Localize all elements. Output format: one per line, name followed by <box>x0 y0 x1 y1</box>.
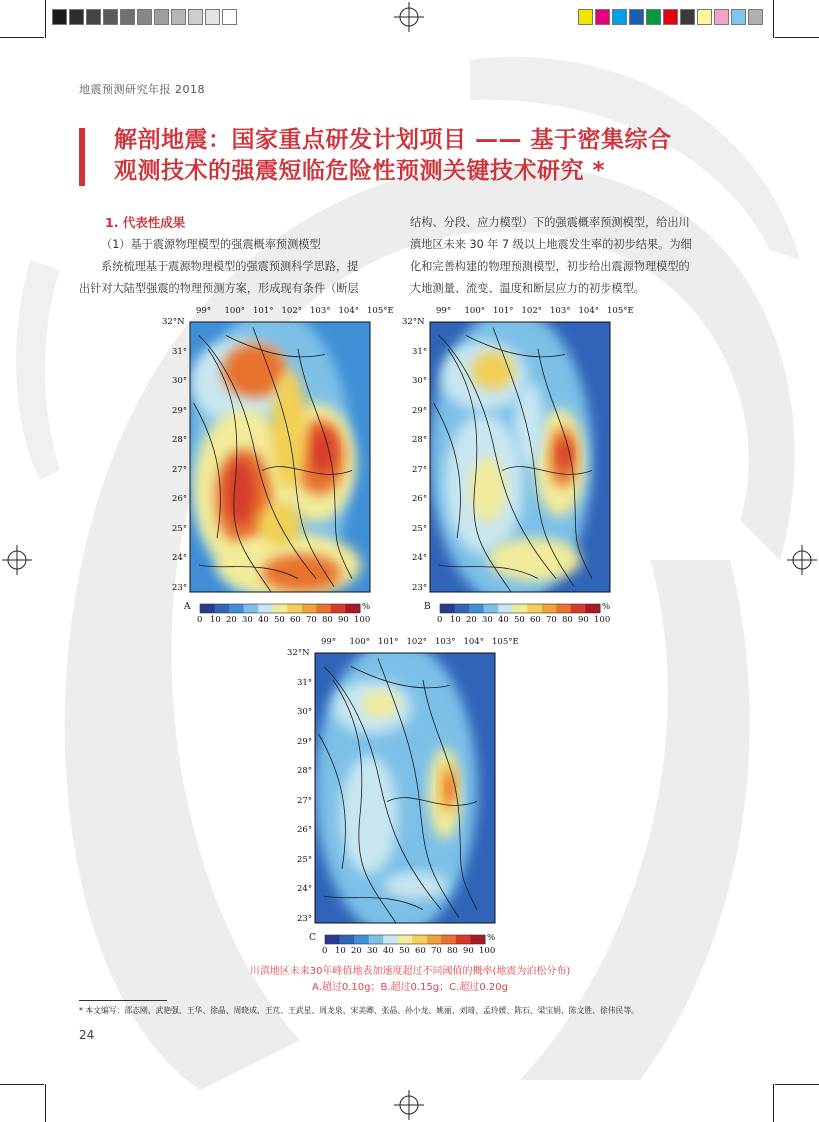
colorbar-tick-label: 20 <box>226 615 237 625</box>
hazard-map-svg <box>160 303 380 628</box>
panel-label: A <box>184 602 191 612</box>
latitude-label: 23° <box>412 582 428 593</box>
latitude-label: 27° <box>412 464 428 475</box>
hazard-hotspot <box>515 381 544 467</box>
longitude-label: 103° <box>550 306 571 316</box>
colorbar-tick-label: 10 <box>450 615 461 625</box>
colorbar-unit: % <box>362 602 371 612</box>
hazard-map-svg <box>400 303 620 628</box>
latitude-label: 24° <box>297 884 313 894</box>
colorbar-segment <box>412 935 427 944</box>
crop-mark <box>775 37 819 38</box>
latitude-label: 31° <box>412 346 428 357</box>
colorbar-tick-label: 20 <box>351 946 362 956</box>
longitude-label: 101° <box>493 306 514 316</box>
paragraph-line: 大地测量、流变、温度和断层应力的初步模型。 <box>410 282 645 295</box>
hazard-hotspot <box>226 460 255 525</box>
longitude-label: 101° <box>253 306 274 316</box>
colorbar-segment <box>340 935 355 944</box>
article-title <box>114 125 744 187</box>
color-swatch <box>748 9 763 25</box>
latitude-label: 24° <box>172 553 188 563</box>
author-footnote: * 本文编写：邵志刚、武艳强、王华、徐晶、周晓成、王芃、王武星、周龙泉、宋美卿、张晶、孙小龙、姚丽、刘琦、孟玲媛、陈石、梁宝娟、陈文胜、徐伟民等。 <box>79 1006 639 1015</box>
color-swatch <box>731 9 746 25</box>
longitude-label: 103° <box>310 306 331 316</box>
running-header: 地震预测研究年报 2018 <box>79 83 205 96</box>
registration-mark-left <box>2 545 32 575</box>
colorbar-tick-label: 50 <box>399 946 410 956</box>
colorbar-tick-label: 40 <box>258 615 269 625</box>
longitude-label: 102° <box>521 306 542 316</box>
colorbar-segment <box>200 604 215 613</box>
color-swatch <box>714 9 729 25</box>
colorbar-unit: % <box>487 933 496 943</box>
color-swatch <box>646 9 661 25</box>
colorbar-segment <box>585 604 600 613</box>
gray-swatch <box>171 9 186 25</box>
colorbar-tick-label: 90 <box>338 615 349 625</box>
colorbar-tick-label: 80 <box>322 615 333 625</box>
color-swatch <box>697 9 712 25</box>
latitude-label: 28° <box>172 435 188 445</box>
longitude-label: 99° <box>196 306 212 316</box>
latitude-label: 30° <box>297 707 313 717</box>
colorbar-segment <box>427 935 442 944</box>
latitude-label: 27° <box>172 464 188 475</box>
crop-mark <box>45 0 46 38</box>
paragraph-line: 系统梳理基于震源物理模型的强震预测科学思路，提 <box>101 260 359 273</box>
hazard-hotspot <box>488 538 582 581</box>
colorbar-tick-label: 80 <box>447 946 458 956</box>
gray-swatch <box>137 9 152 25</box>
colorbar-segment <box>345 604 360 613</box>
longitude-label: 99° <box>321 637 337 647</box>
colorbar-unit: % <box>602 602 611 612</box>
gray-swatch <box>120 9 135 25</box>
latitude-label: 26° <box>412 494 428 504</box>
latitude-label: 25° <box>172 523 188 534</box>
colorbar-tick-label: 50 <box>274 615 285 625</box>
colorbar-segment <box>287 604 302 613</box>
latitude-label: 32°N <box>287 648 310 658</box>
colorbar-segment <box>398 935 413 944</box>
colorbar-tick-label: 30 <box>482 615 493 625</box>
gray-swatch <box>69 9 84 25</box>
latitude-label: 30° <box>172 376 188 386</box>
colorbar-tick-label: 90 <box>578 615 589 625</box>
colorbar-tick-label: 0 <box>197 615 203 625</box>
registration-mark-right <box>787 545 817 575</box>
colorbar-segment <box>470 935 485 944</box>
colorbar-segment <box>527 604 542 613</box>
colorbar-tick-label: 20 <box>466 615 477 625</box>
latitude-label: 30° <box>412 376 428 386</box>
colorbar-segment <box>498 604 513 613</box>
colorbar-segment <box>354 935 369 944</box>
longitude-label: 99° <box>436 306 452 316</box>
color-swatch <box>629 9 644 25</box>
crop-mark <box>45 1084 46 1122</box>
hazard-map-panel-b <box>400 303 634 628</box>
colorbar-tick-label: 30 <box>367 946 378 956</box>
latitude-label: 25° <box>297 854 313 865</box>
colorbar-segment <box>556 604 571 613</box>
colorbar-tick-label: 40 <box>498 615 509 625</box>
crop-mark <box>0 1084 44 1085</box>
registration-mark-top <box>394 2 424 32</box>
latitude-label: 27° <box>297 795 313 806</box>
longitude-label: 105°E <box>607 306 634 316</box>
color-swatch <box>680 9 695 25</box>
caption-line-2: A.超过0.10g；B.超过0.15g；C.超过0.20g <box>312 982 508 993</box>
latitude-label: 23° <box>172 582 188 593</box>
right-text-column <box>410 212 730 300</box>
colorbar-segment <box>469 604 484 613</box>
hazard-map-panel-a <box>160 303 394 628</box>
hazard-map-svg <box>285 634 505 959</box>
title-accent-bar <box>79 128 85 186</box>
crop-mark <box>775 1084 819 1085</box>
longitude-label: 102° <box>281 306 302 316</box>
longitude-label: 100° <box>464 306 485 316</box>
colorbar-tick-label: 10 <box>335 946 346 956</box>
latitude-label: 29° <box>172 405 188 416</box>
paragraph-line: 化和完善构建的物理预测模型，初步给出震源物理模型的 <box>410 260 690 273</box>
gray-swatch <box>188 9 203 25</box>
gray-swatch <box>205 9 220 25</box>
latitude-label: 26° <box>172 494 188 504</box>
gray-swatch <box>86 9 101 25</box>
colorbar-tick-label: 0 <box>322 946 328 956</box>
colorbar-segment <box>369 935 384 944</box>
colorbar-tick-label: 10 <box>210 615 221 625</box>
crop-mark <box>773 1084 774 1122</box>
latitude-label: 28° <box>412 435 428 445</box>
longitude-label: 104° <box>578 306 599 316</box>
gray-swatch <box>222 9 237 25</box>
colorbar-segment <box>331 604 346 613</box>
hazard-hotspot <box>470 457 506 522</box>
color-swatch <box>612 9 627 25</box>
colorbar-tick-label: 100 <box>594 615 611 625</box>
footnote-rule <box>79 1000 167 1001</box>
latitude-label: 29° <box>297 736 313 747</box>
hazard-map-panel-c <box>285 634 519 959</box>
longitude-label: 105°E <box>492 637 519 647</box>
paragraph-line: 滇地区未来 30 年 7 级以上地震发生率的初步结果。为细 <box>410 238 692 251</box>
hazard-hotspot <box>271 371 307 490</box>
colorbar-segment <box>440 604 455 613</box>
title-line-1: 解剖地震：国家重点研发计划项目 —— 基于密集综合 <box>114 127 672 153</box>
latitude-label: 31° <box>172 346 188 357</box>
colorbar-tick-label: 70 <box>431 946 442 956</box>
latitude-label: 23° <box>297 913 313 924</box>
colorbar-tick-label: 50 <box>514 615 525 625</box>
longitude-label: 104° <box>463 637 484 647</box>
colorbar-segment <box>455 604 470 613</box>
latitude-label: 32°N <box>402 317 425 327</box>
registration-mark-bottom <box>394 1090 424 1120</box>
latitude-label: 32°N <box>162 317 185 327</box>
colorbar-tick-label: 90 <box>463 946 474 956</box>
colorbar-segment <box>383 935 398 944</box>
latitude-label: 24° <box>412 553 428 563</box>
gray-swatch <box>154 9 169 25</box>
longitude-label: 102° <box>406 637 427 647</box>
gray-swatch <box>52 9 67 25</box>
colorbar-segment <box>302 604 317 613</box>
panel-label: C <box>309 933 316 943</box>
colorbar-segment <box>513 604 528 613</box>
colorbar-segment <box>542 604 557 613</box>
colorbar-tick-label: 80 <box>562 615 573 625</box>
colorbar-segment <box>571 604 586 613</box>
colorbar-tick-label: 30 <box>242 615 253 625</box>
paragraph-line: 结构、分段、应力模型）下的强震概率预测模型，给出川 <box>410 216 690 229</box>
colorbar-tick-label: 70 <box>546 615 557 625</box>
colorbar-segment <box>441 935 456 944</box>
section-heading: 1. 代表性成果 <box>105 215 186 230</box>
latitude-label: 28° <box>297 766 313 776</box>
colorbar-tick-label: 100 <box>354 615 371 625</box>
colorbar-tick-label: 60 <box>415 946 426 956</box>
longitude-label: 103° <box>435 637 456 647</box>
colorbar-tick-label: 60 <box>530 615 541 625</box>
figure-caption <box>180 964 640 996</box>
colorbar-segment <box>325 935 340 944</box>
colorbar-tick-label: 70 <box>306 615 317 625</box>
colorbar-segment <box>456 935 471 944</box>
subsection-heading: （1）基于震源物理模型的强震概率预测模型 <box>101 238 321 251</box>
colorbar-tick-label: 60 <box>290 615 301 625</box>
colorbar-tick-label: 0 <box>437 615 443 625</box>
colorbar-segment <box>229 604 244 613</box>
longitude-label: 104° <box>338 306 359 316</box>
colorbar-segment <box>215 604 230 613</box>
longitude-label: 105°E <box>367 306 394 316</box>
crop-mark <box>0 37 44 38</box>
crop-mark <box>773 0 774 38</box>
panel-label: B <box>424 602 431 612</box>
longitude-label: 100° <box>224 306 245 316</box>
colorbar-segment <box>316 604 331 613</box>
colorbar-tick-label: 100 <box>479 946 496 956</box>
caption-line-1: 川滇地区未来30年峰值地表加速度超过不同阈值的概率(地震为泊松分布) <box>249 966 571 977</box>
longitude-label: 100° <box>349 637 370 647</box>
longitude-label: 101° <box>378 637 399 647</box>
page-number: 24 <box>79 1028 95 1042</box>
colorbar-segment <box>273 604 288 613</box>
hazard-hotspot <box>362 691 398 718</box>
latitude-label: 26° <box>297 825 313 835</box>
colorbar-segment <box>484 604 499 613</box>
latitude-label: 29° <box>412 405 428 416</box>
colorbar-segment <box>258 604 273 613</box>
paragraph-line: 出针对大陆型强震的物理预测方案，形成现有条件（断层 <box>79 282 359 295</box>
color-swatch <box>578 9 593 25</box>
colorbar-tick-label: 40 <box>383 946 394 956</box>
left-text-column <box>79 212 391 300</box>
latitude-label: 25° <box>412 523 428 534</box>
hazard-hotspot <box>471 352 514 390</box>
color-swatch <box>595 9 610 25</box>
hazard-hotspot <box>340 756 398 875</box>
color-swatch <box>663 9 678 25</box>
gray-swatch <box>103 9 118 25</box>
title-line-2: 观测技术的强震短临危险性预测关键技术研究 * <box>114 158 606 184</box>
latitude-label: 31° <box>297 677 313 688</box>
colorbar-segment <box>244 604 259 613</box>
